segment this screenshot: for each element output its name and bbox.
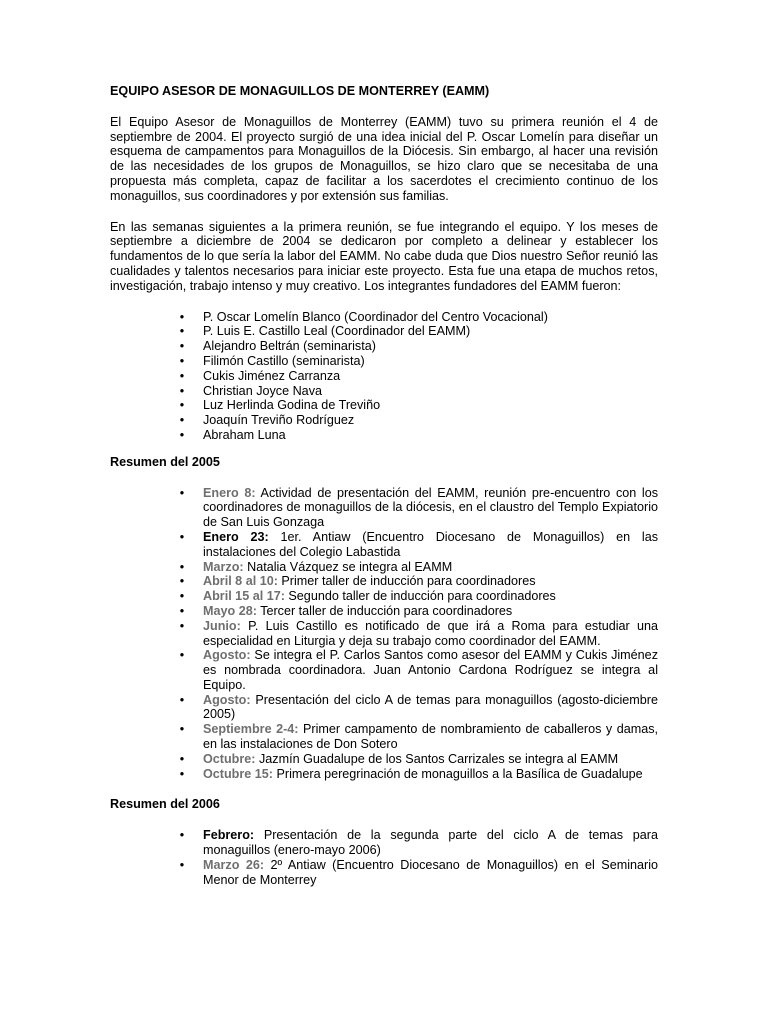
bullet-icon: • <box>179 529 185 544</box>
event-date: Febrero: <box>203 828 255 843</box>
event-date: Junio: <box>203 618 241 633</box>
bullet-icon: • <box>179 828 185 843</box>
section-heading-2005: Resumen del 2005 <box>110 454 220 469</box>
timeline-item <box>179 618 659 649</box>
bullet-icon: • <box>179 618 185 633</box>
founder-name: Alejandro Beltrán (seminarista) <box>203 339 376 354</box>
event-date: Enero 8: <box>203 485 256 500</box>
bullet-icon: • <box>179 353 185 368</box>
bullet-icon: • <box>179 589 185 604</box>
founder-name: Abraham Luna <box>203 427 286 442</box>
bullet-icon: • <box>179 603 185 618</box>
founder-name: Luz Herlinda Godina de Treviño <box>203 398 381 413</box>
event-description: Presentación de la segunda parte del ciclo A de temas para monaguillos (enero-mayo 2006) <box>203 828 658 858</box>
event-date: Agosto: <box>203 648 251 663</box>
founder-item <box>179 383 658 399</box>
event-description: Jazmín Guadalupe de los Santos Carrizales se integra al EAMM <box>258 751 619 766</box>
timeline-2005-list <box>110 486 658 782</box>
event-description: 2º Antiaw (Encuentro Diocesano de Monaguillos) en el Seminario Menor de Monterrey <box>203 857 658 887</box>
event-description: Se integra el P. Carlos Santos como asesor del EAMM y Cukis Jiménez es nombrada coordinadora. Juan Antonio Cardona Rodríguez se integra al Equipo. <box>203 648 658 692</box>
timeline-item <box>179 857 658 888</box>
event-description: Actividad de presentación del EAMM, reunión pre-encuentro con los coordinadores de monaguillos de la diócesis, en el claustro del Templo Expiatorio de San Luis Gonzaga <box>203 485 659 530</box>
document-title: EQUIPO ASESOR DE MONAGUILLOS DE MONTERREY (EAMM) <box>110 84 490 98</box>
bullet-icon: • <box>179 413 185 428</box>
event-date: Abril 8 al 10: <box>203 574 278 589</box>
founder-name: Joaquín Treviño Rodríguez <box>203 413 355 428</box>
bullet-icon: • <box>179 766 185 781</box>
bullet-icon: • <box>179 383 185 398</box>
founder-item <box>179 398 658 413</box>
founder-item <box>179 324 658 339</box>
timeline-item <box>179 589 658 604</box>
timeline-item <box>179 574 658 589</box>
timeline-item <box>179 692 658 723</box>
timeline-item <box>179 559 658 575</box>
bullet-icon: • <box>179 427 185 442</box>
event-date: Mayo 28: <box>203 603 257 618</box>
founder-item <box>179 309 658 325</box>
bullet-icon: • <box>179 559 185 574</box>
timeline-item <box>179 603 658 619</box>
timeline-item <box>179 766 658 782</box>
event-date: Octubre 15: <box>203 766 273 781</box>
founder-name: P. Oscar Lomelín Blanco (Coordinador del Centro Vocacional) <box>203 309 548 324</box>
event-date: Septiembre 2-4: <box>203 722 299 737</box>
founder-item <box>179 427 658 443</box>
timeline-item <box>179 529 658 560</box>
event-description: Presentación del ciclo A de temas para monaguillos (agosto-diciembre 2005) <box>203 692 658 722</box>
document-body <box>110 84 658 899</box>
event-description: Primer campamento de nombramiento de caballeros y damas, en las instalaciones de Don Sotero <box>203 722 659 752</box>
bullet-icon: • <box>179 398 185 413</box>
event-date: Marzo: <box>203 559 244 574</box>
bullet-icon: • <box>179 574 185 589</box>
bullet-icon: • <box>179 692 185 707</box>
bullet-icon: • <box>179 485 185 500</box>
bullet-icon: • <box>179 368 185 383</box>
event-description: Segundo taller de inducción para coordinadores <box>288 589 556 604</box>
founder-item <box>179 368 658 384</box>
event-date: Abril 15 al 17: <box>203 589 285 604</box>
bullet-icon: • <box>179 309 185 324</box>
bullet-icon: • <box>179 324 185 339</box>
founder-name: P. Luis E. Castillo Leal (Coordinador del EAMM) <box>203 324 471 339</box>
intro-paragraph: El Equipo Asesor de Monaguillos de Monterrey (EAMM) tuvo su primera reunión el 4 de septiembre de 2004. El proyecto surgió de una idea inicial del P. Oscar Lomelín para diseñar un esquema de campamentos para Monaguillos de la Diócesis. Sin embargo, al hacer una revisión de las necesidades de los grupos de Monaguillos, se hizo claro que se necesitaba de una propuesta más completa, capaz de facilitar a los sacerdotes el crecimiento continuo de los monaguillos, sus coordinadores y por extensión sus familias. <box>110 114 658 203</box>
founder-name: Cukis Jiménez Carranza <box>203 368 341 383</box>
founder-item <box>179 339 658 354</box>
event-description: Tercer taller de inducción para coordinadores <box>260 603 513 618</box>
bullet-icon: • <box>179 648 185 663</box>
event-date: Enero 23: <box>203 529 269 544</box>
bullet-icon: • <box>179 339 185 354</box>
event-date: Agosto: <box>203 692 251 707</box>
event-description: 1er. Antiaw (Encuentro Diocesano de Monaguillos) en las instalaciones del Colegio Labastida <box>203 529 658 559</box>
timeline-item <box>179 722 659 752</box>
event-description: Primer taller de inducción para coordinadores <box>281 574 536 589</box>
timeline-item <box>179 751 658 767</box>
bullet-icon: • <box>179 722 185 737</box>
timeline-2006-list <box>110 828 658 887</box>
timeline-item <box>179 648 658 692</box>
team-formation-paragraph: En las semanas siguientes a la primera reunión, se fue integrando el equipo. Y los meses de septiembre a diciembre de 2004 se dedicaron por completo a delinear y establecer los fundamentos de lo que sería la labor del EAMM. No cabe duda que Dios nuestro Señor reunió las cualidades y talentos necesarios para iniciar este proyecto. Esta fue una etapa de muchos retos, investigación, trabajo intenso y muy creativo. Los integrantes fundadores del EAMM fueron: <box>110 219 658 293</box>
founder-item <box>179 353 658 369</box>
bullet-icon: • <box>179 857 185 872</box>
event-description: Primera peregrinación de monaguillos a la Basílica de Guadalupe <box>276 766 643 781</box>
founder-name: Christian Joyce Nava <box>203 383 322 398</box>
event-description: P. Luis Castillo es notificado de que irá a Roma para estudiar una especialidad en Liturgia y deja su trabajo como coordinador del EAMM. <box>203 618 659 648</box>
bullet-icon: • <box>179 751 185 766</box>
timeline-item <box>179 485 659 530</box>
founders-list <box>110 310 658 443</box>
event-date: Octubre: <box>203 751 256 766</box>
event-date: Marzo 26: <box>203 857 265 872</box>
timeline-item <box>179 828 658 858</box>
founder-name: Filimón Castillo (seminarista) <box>203 353 365 368</box>
founder-item <box>179 413 658 428</box>
event-description: Natalia Vázquez se integra al EAMM <box>247 559 453 574</box>
section-heading-2006: Resumen del 2006 <box>110 797 220 812</box>
